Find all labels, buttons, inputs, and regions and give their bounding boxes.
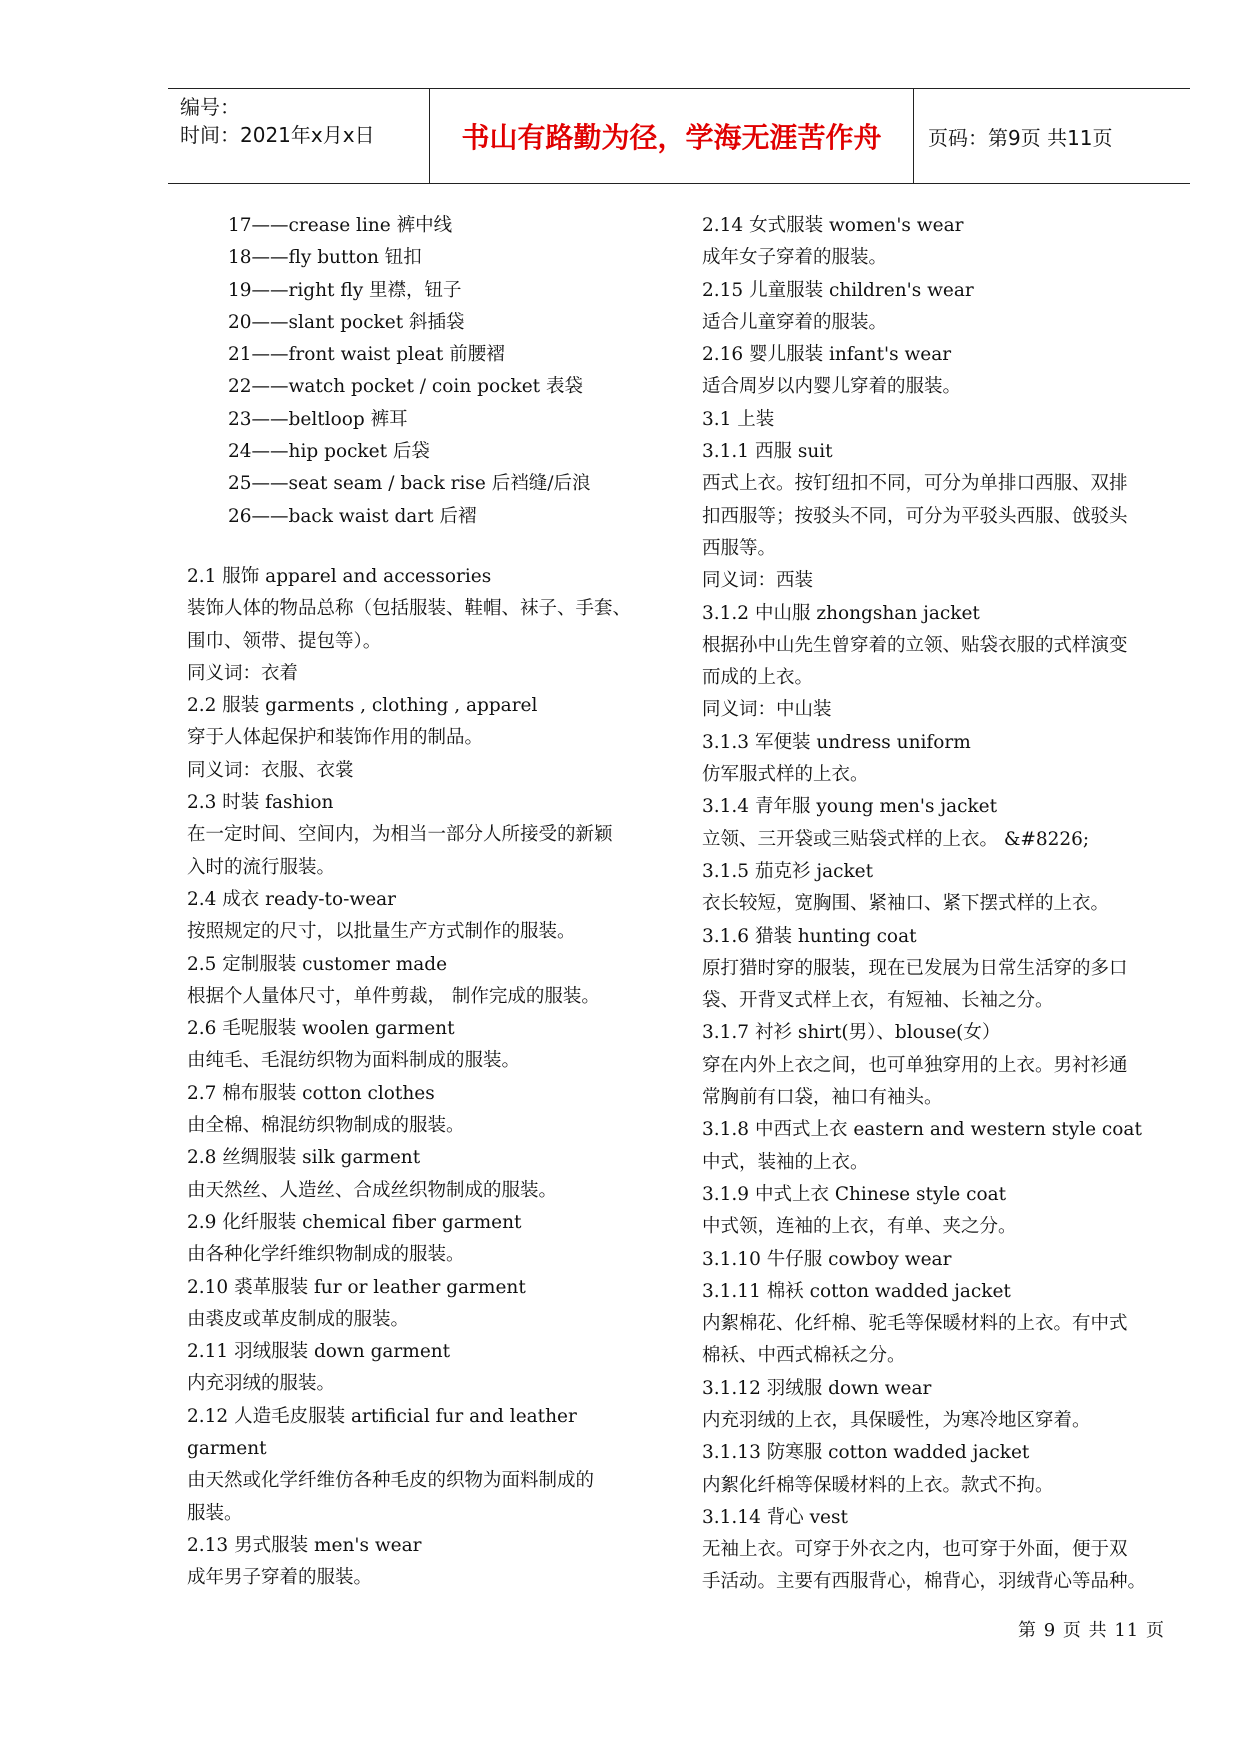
text-line: 西服等。 (702, 537, 777, 559)
text-line: 内絮棉花、化纤棉、驼毛等保暖材料的上衣。有中式 (702, 1313, 1128, 1335)
list-item: 17——crease line 裤中线 (228, 215, 453, 236)
document-time-label: 时间：2021年x月x日 (180, 123, 375, 147)
text-line: 根据孙中山先生曾穿着的立领、贴袋衣服的式样演变 (702, 634, 1128, 656)
list-item: 21——front waist pleat 前腰褶 (228, 344, 505, 366)
text-line: 2.12 人造毛皮服装 artificial fur and leather (187, 1405, 577, 1427)
text-line: 由天然丝、人造丝、合成丝织物制成的服装。 (187, 1179, 558, 1201)
text-line: 根据个人量体尺寸，单件剪裁， 制作完成的服装。 (187, 985, 600, 1007)
text-line: 而成的上衣。 (702, 667, 814, 689)
document-number-label: 编号： (180, 95, 240, 119)
text-line: 内絮化纤棉等保暖材料的上衣。款式不拘。 (702, 1474, 1054, 1496)
text-line: 中式领，连袖的上衣，有单、夹之分。 (702, 1216, 1017, 1238)
text-line: 扣西服等；按驳头不同，可分为平驳头西服、戗驳头 (702, 505, 1128, 527)
text-line: 中式，装袖的上衣。 (702, 1151, 869, 1173)
text-line: 3.1.10 牛仔服 cowboy wear (702, 1248, 952, 1270)
text-line: 3.1 上装 (702, 408, 775, 430)
text-line: 2.9 化纤服装 chemical fiber garment (187, 1211, 522, 1233)
text-line: 内充羽绒的上衣，具保暖性，为寒冷地区穿着。 (702, 1409, 1091, 1431)
list-item: 20——slant pocket 斜插袋 (228, 311, 465, 333)
text-line: 3.1.5 茄克衫 jacket (702, 860, 874, 882)
list-item: 22——watch pocket / coin pocket 表袋 (228, 376, 583, 398)
text-line: 围巾、领带、提包等）。 (187, 630, 382, 652)
text-line: 同义词：中山装 (702, 699, 832, 721)
text-line: 服装。 (187, 1502, 243, 1524)
text-line: 内充羽绒的服装。 (187, 1373, 336, 1395)
left-column-text (187, 561, 667, 1595)
text-line: 在一定时间、空间内，为相当一部分人所接受的新颖 (187, 824, 613, 846)
text-line: 无袖上衣。可穿于外衣之内，也可穿于外面，便于双 (702, 1539, 1128, 1561)
text-line: 仿军服式样的上衣。 (702, 764, 869, 786)
text-line: 入时的流行服装。 (187, 856, 336, 878)
header-motto: 书山有路勤为径，学海无涯苦作舟 (430, 89, 914, 183)
numbered-term-list (228, 210, 590, 561)
text-line: 2.4 成衣 ready-to-wear (187, 888, 397, 910)
text-line: 2.3 时装 fashion (187, 792, 334, 814)
text-line: 2.6 毛呢服装 woolen garment (187, 1018, 455, 1040)
text-line: 3.1.2 中山服 zhongshan jacket (702, 602, 980, 624)
text-line: 由各种化学纤维织物制成的服装。 (187, 1244, 465, 1266)
text-line: 常胸前有口袋，袖口有袖头。 (702, 1087, 943, 1109)
page-footer: 第 9 页 共 11 页 (1018, 1620, 1165, 1641)
text-line: 3.1.7 衬衫 shirt(男）、blouse(女） (702, 1022, 1001, 1044)
text-line: 2.14 女式服装 women's wear (702, 215, 964, 236)
text-line: 2.11 羽绒服装 down garment (187, 1341, 451, 1363)
text-line: 3.1.1 西服 suit (702, 441, 833, 463)
text-line: 3.1.13 防寒服 cotton wadded jacket (702, 1442, 1030, 1464)
text-line: 成年男子穿着的服装。 (187, 1567, 373, 1589)
text-line: 由纯毛、毛混纺织物为面料制成的服装。 (187, 1050, 521, 1072)
text-line: 西式上衣。按钉纽扣不同，可分为单排口西服、双排 (702, 473, 1128, 495)
page-header (168, 88, 1190, 184)
text-line: 穿在内外上衣之间，也可单独穿用的上衣。男衬衫通 (702, 1054, 1128, 1076)
text-line: 棉袄、中西式棉袄之分。 (702, 1345, 906, 1367)
list-item: 18——fly button 钮扣 (228, 247, 422, 269)
text-line: 3.1.6 猎装 hunting coat (702, 925, 917, 947)
list-item: 25——seat seam / back rise 后裆缝/后浪 (228, 473, 591, 495)
text-line: 2.13 男式服装 men's wear (187, 1534, 422, 1556)
header-meta (168, 89, 430, 183)
list-item: 19——right fly 里襟，钮子 (228, 279, 462, 301)
text-line: 手活动。主要有西服背心，棉背心，羽绒背心等品种。 (702, 1571, 1147, 1593)
text-line: 3.1.11 棉袄 cotton wadded jacket (702, 1280, 1011, 1302)
text-line: 同义词：衣服、衣裳 (187, 759, 354, 781)
list-item: 23——beltloop 裤耳 (228, 408, 408, 430)
text-line: 立领、三开袋或三贴袋式样的上衣。 &#8226; (702, 828, 1090, 850)
text-line: 穿于人体起保护和装饰作用的制品。 (187, 727, 484, 749)
text-line: 2.10 裘革服装 fur or leather garment (187, 1276, 526, 1298)
text-line: 3.1.8 中西式上衣 eastern and western style coat (702, 1119, 1142, 1141)
text-line: 2.5 定制服装 customer made (187, 953, 448, 975)
text-line: 同义词：西装 (702, 570, 814, 592)
text-line: 按照规定的尺寸，以批量生产方式制作的服装。 (187, 921, 576, 943)
text-line: 由全棉、棉混纺织物制成的服装。 (187, 1115, 465, 1137)
text-line: 原打猎时穿的服装，现在已发展为日常生活穿的多口 (702, 957, 1128, 979)
text-line: 袋、开背叉式样上衣，有短袖、长袖之分。 (702, 990, 1054, 1012)
list-item: 26——back waist dart 后褶 (228, 505, 477, 527)
text-line: 2.8 丝绸服装 silk garment (187, 1147, 421, 1169)
text-line: garment (187, 1438, 267, 1460)
text-line: 3.1.12 羽绒服 down wear (702, 1377, 932, 1399)
text-line: 适合儿童穿着的服装。 (702, 311, 888, 333)
header-page-number: 页码：第9页 共11页 (928, 125, 1113, 150)
right-column-text (702, 210, 1192, 1599)
text-line: 2.15 儿童服装 children's wear (702, 279, 974, 301)
list-item: 24——hip pocket 后袋 (228, 441, 430, 463)
text-line: 由天然或化学纤维仿各种毛皮的织物为面料制成的 (187, 1470, 595, 1492)
text-line: 由裘皮或革皮制成的服装。 (187, 1308, 410, 1330)
text-line: 2.1 服饰 apparel and accessories (187, 566, 492, 587)
text-line: 2.7 棉布服装 cotton clothes (187, 1082, 435, 1104)
text-line: 3.1.4 青年服 young men's jacket (702, 796, 998, 818)
text-line: 衣长较短，宽胸围、紧袖口、紧下摆式样的上衣。 (702, 893, 1110, 915)
text-line: 2.16 婴儿服装 infant's wear (702, 344, 952, 366)
text-line: 2.2 服装 garments , clothing , apparel (187, 695, 538, 717)
text-line: 成年女子穿着的服装。 (702, 247, 888, 269)
text-line: 3.1.14 背心 vest (702, 1506, 848, 1528)
text-line: 装饰人体的物品总称（包括服装、鞋帽、袜子、手套、 (187, 598, 632, 620)
text-line: 3.1.3 军便装 undress uniform (702, 731, 971, 753)
text-line: 适合周岁以内婴儿穿着的服装。 (702, 376, 962, 398)
text-line: 3.1.9 中式上衣 Chinese style coat (702, 1183, 1007, 1205)
text-line: 同义词：衣着 (187, 662, 299, 684)
